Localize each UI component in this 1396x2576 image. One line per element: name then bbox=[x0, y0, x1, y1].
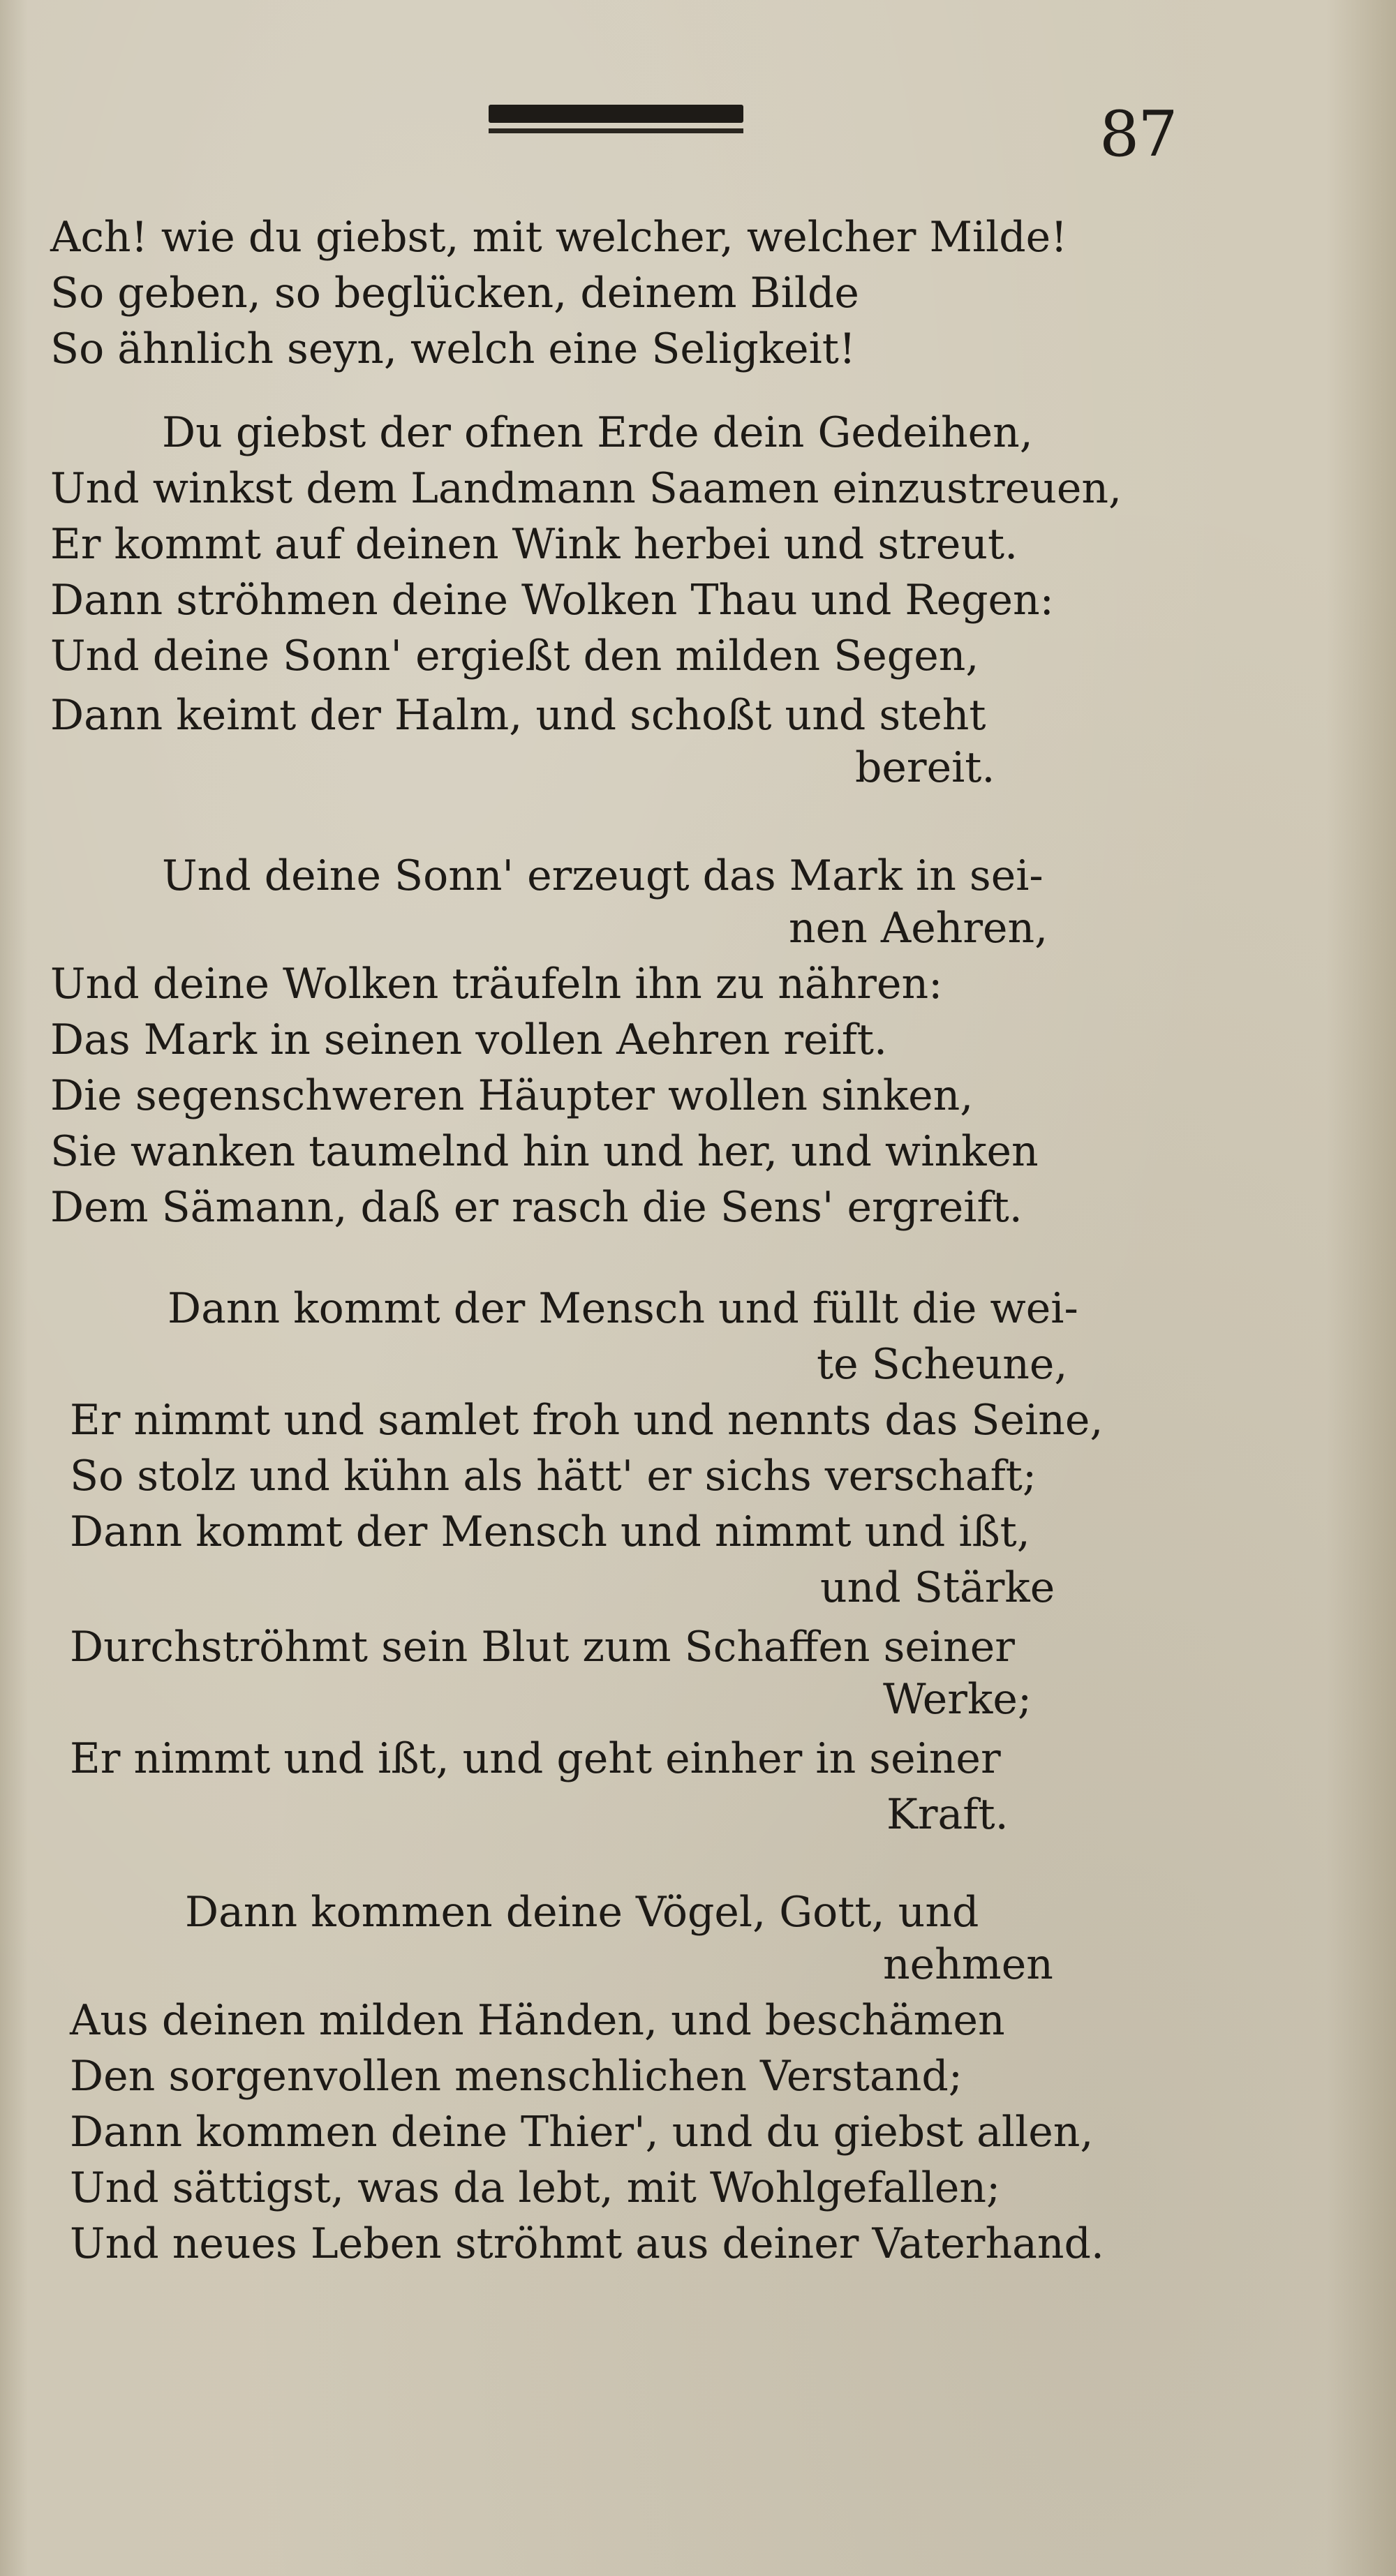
poem-line: Und deine Sonn' ergießt den milden Segen, bbox=[50, 632, 979, 680]
poem-line: bereit. bbox=[855, 743, 995, 792]
poem-line: Dann kommen deine Vögel, Gott, und bbox=[185, 1888, 979, 1937]
poem-line: So stolz und kühn als hätt' er sichs verschaft; bbox=[70, 1452, 1037, 1501]
poem-line: Die segenschweren Häupter wollen sinken, bbox=[50, 1071, 974, 1120]
poem-line: Ach! wie du giebst, mit welcher, welcher Milde! bbox=[50, 213, 1068, 262]
poem-line: Dann keimt der Halm, und schoßt und steht bbox=[50, 691, 986, 740]
poem-line: Und sättigst, was da lebt, mit Wohlgefallen; bbox=[70, 2164, 1001, 2212]
poem-line: Dann kommen deine Thier', und du giebst allen, bbox=[70, 2108, 1094, 2157]
poem-line: Aus deinen milden Händen, und beschämen bbox=[70, 1996, 1005, 2045]
poem-line: te Scheune, bbox=[817, 1340, 1068, 1389]
poem-line: Er nimmt und samlet froh und nennts das Seine, bbox=[70, 1396, 1104, 1445]
poem-line: Das Mark in seinen vollen Aehren reift. bbox=[50, 1015, 888, 1064]
header-rule bbox=[489, 105, 743, 137]
poem-line: Dem Sämann, daß er rasch die Sens' ergreift. bbox=[50, 1183, 1023, 1232]
page-number: 87 bbox=[1099, 98, 1177, 171]
poem-line: nen Aehren, bbox=[789, 904, 1048, 953]
poem-line: Den sorgenvollen menschlichen Verstand; bbox=[70, 2052, 963, 2101]
poem-line: Und winkst dem Landmann Saamen einzustreuen, bbox=[50, 464, 1122, 513]
poem-line: Dann kommt der Mensch und füllt die wei- bbox=[168, 1284, 1078, 1333]
header-rule-thin bbox=[489, 128, 743, 133]
poem-line: nehmen bbox=[883, 1940, 1053, 1989]
poem-line: Du giebst der ofnen Erde dein Gedeihen, bbox=[162, 408, 1033, 457]
poem-line: Und deine Wolken träufeln ihn zu nähren: bbox=[50, 960, 943, 1008]
poem-line: Werke; bbox=[883, 1675, 1032, 1724]
poem-line: Er nimmt und ißt, und geht einher in seiner bbox=[70, 1734, 1001, 1783]
poem-line: Kraft. bbox=[886, 1790, 1009, 1839]
poem-line: Dann kommt der Mensch und nimmt und ißt, bbox=[70, 1507, 1030, 1556]
poem-line: Und neues Leben ströhmt aus deiner Vaterhand. bbox=[70, 2219, 1104, 2268]
poem-line: Sie wanken taumelnd hin und her, und winken bbox=[50, 1127, 1039, 1176]
poem-line: und Stärke bbox=[820, 1563, 1055, 1612]
poem-line: Durchströhmt sein Blut zum Schaffen seiner bbox=[70, 1623, 1015, 1672]
poem-line: So geben, so beglücken, deinem Bilde bbox=[50, 269, 859, 318]
poem-line: Und deine Sonn' erzeugt das Mark in sei- bbox=[162, 851, 1044, 900]
header-rule-thick bbox=[489, 105, 743, 123]
poem-line: Dann ströhmen deine Wolken Thau und Regen: bbox=[50, 576, 1054, 625]
poem-line: Er kommt auf deinen Wink herbei und streut. bbox=[50, 520, 1018, 569]
poem-line: So ähnlich seyn, welch eine Seligkeit! bbox=[50, 325, 856, 373]
